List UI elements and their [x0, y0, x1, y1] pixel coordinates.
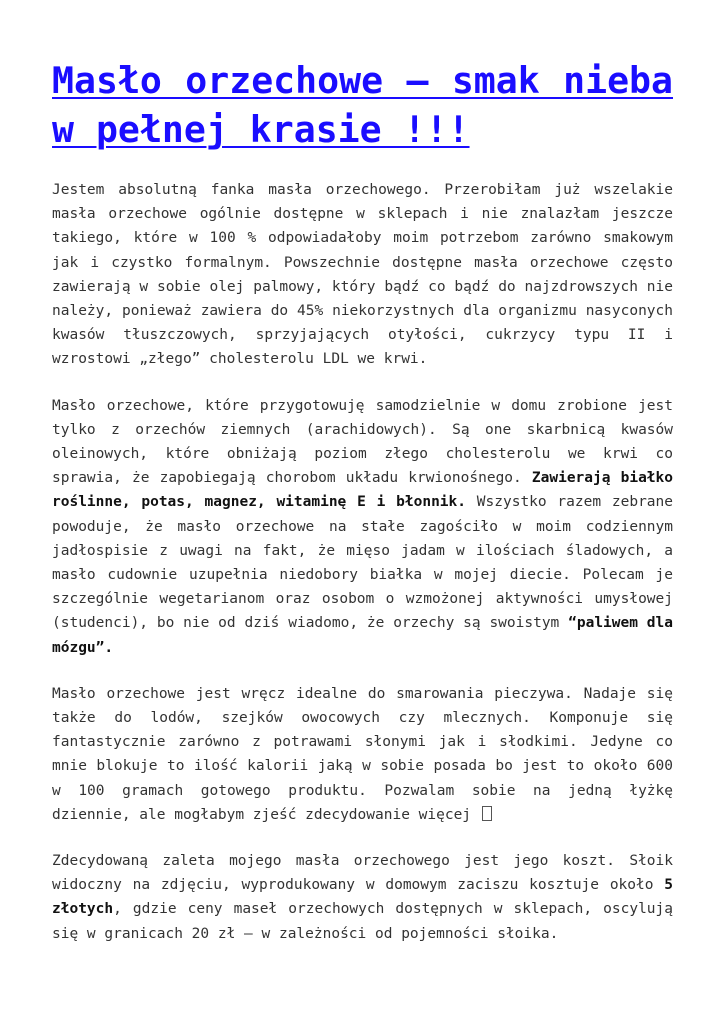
price-highlight: 5 złotych — [52, 877, 673, 918]
emoji-icon — [482, 806, 492, 821]
nutrients-highlight: Zawierają białko roślinne, potas, magnez, witaminę E i błonnik. — [52, 470, 673, 511]
paragraph-usage — [52, 682, 673, 827]
paragraph-ingredients-text-1: Masło orzechowe, które przygotowuję samodzielnie w domu zrobione jest tylko z orzechów ziemnych (arachidowych). Są one skarbnicą kwasów oleinowych, które obniżają poziom złego cholesterolu we krwi co sprawia, że zapobiegają chorobom układu krwionośnego. — [52, 397, 673, 487]
article — [52, 56, 673, 968]
paragraph-intro: Jestem absolutną fanka masła orzechowego. Przerobiłam już wszelakie masła orzechowe ogólnie dostępne w sklepach i nie znalazłam jeszcze takiego, które w 100 % odpowiadałoby moim potrzebom zarówno smakowym jak i czystko formalnym. Powszechnie dostępne masła orzechowe często zawierają w sobie olej palmowy, który bądź co bądź do najzdrowszych nie należy, ponieważ zawiera do 45% niekorzystnych dla organizmu nasyconych kwasów tłuszczowych, sprzyjających otyłości, cukrzycy typu II i wzrostowi „złego” cholesterolu LDL we krwi. — [52, 182, 673, 368]
paragraph-ingredients-text-2: Wszystko razem zebrane powoduje, że masło orzechowe na stałe zagościło w moim codziennym jadłospisie z uwagi na fakt, że mięso jadam w ilościach śladowych, a masło cudownie uzupełnia niedobory białka w mojej diecie. Polecam je szczególnie wegetarianom oraz osobom o wzmożonej aktywności umysłowej (studenci), bo nie od dziś wiadomo, że orzechy są swoistym — [52, 494, 673, 632]
paragraph-cost-text-2: , gdzie ceny maseł orzechowych dostępnych w sklepach, oscylują się w granicach 20 zł – w zależności od pojemności słoika. — [52, 901, 673, 942]
paragraph-cost — [52, 849, 673, 946]
paragraph-cost-text-1: Zdecydowaną zaleta mojego masła orzechowego jest jego koszt. Słoik widoczny na zdjęciu, wyprodukowany w domowym zaciszu kosztuje około — [52, 853, 673, 894]
article-title — [52, 56, 673, 154]
paragraph-ingredients — [52, 394, 673, 660]
article-title-link[interactable]: Masło orzechowe – smak nieba w pełnej krasie !!! — [52, 59, 673, 151]
brain-fuel-highlight: “paliwem dla mózgu”. — [52, 615, 673, 656]
paragraph-usage-text: Masło orzechowe jest wręcz idealne do smarowania pieczywa. Nadaje się także do lodów, szejków owocowych czy mlecznych. Komponuje się fantastycznie zarówno z potrawami słonymi jak i słodkimi. Jedyne co mnie blokuje to ilość kalorii jaką w sobie posada bo jest to około 600 w 100 gramach gotowego produktu. Pozwalam sobie na jedną łyżkę dziennie, ale mogłabym zjeść zdecydowanie więcej — [52, 685, 673, 823]
